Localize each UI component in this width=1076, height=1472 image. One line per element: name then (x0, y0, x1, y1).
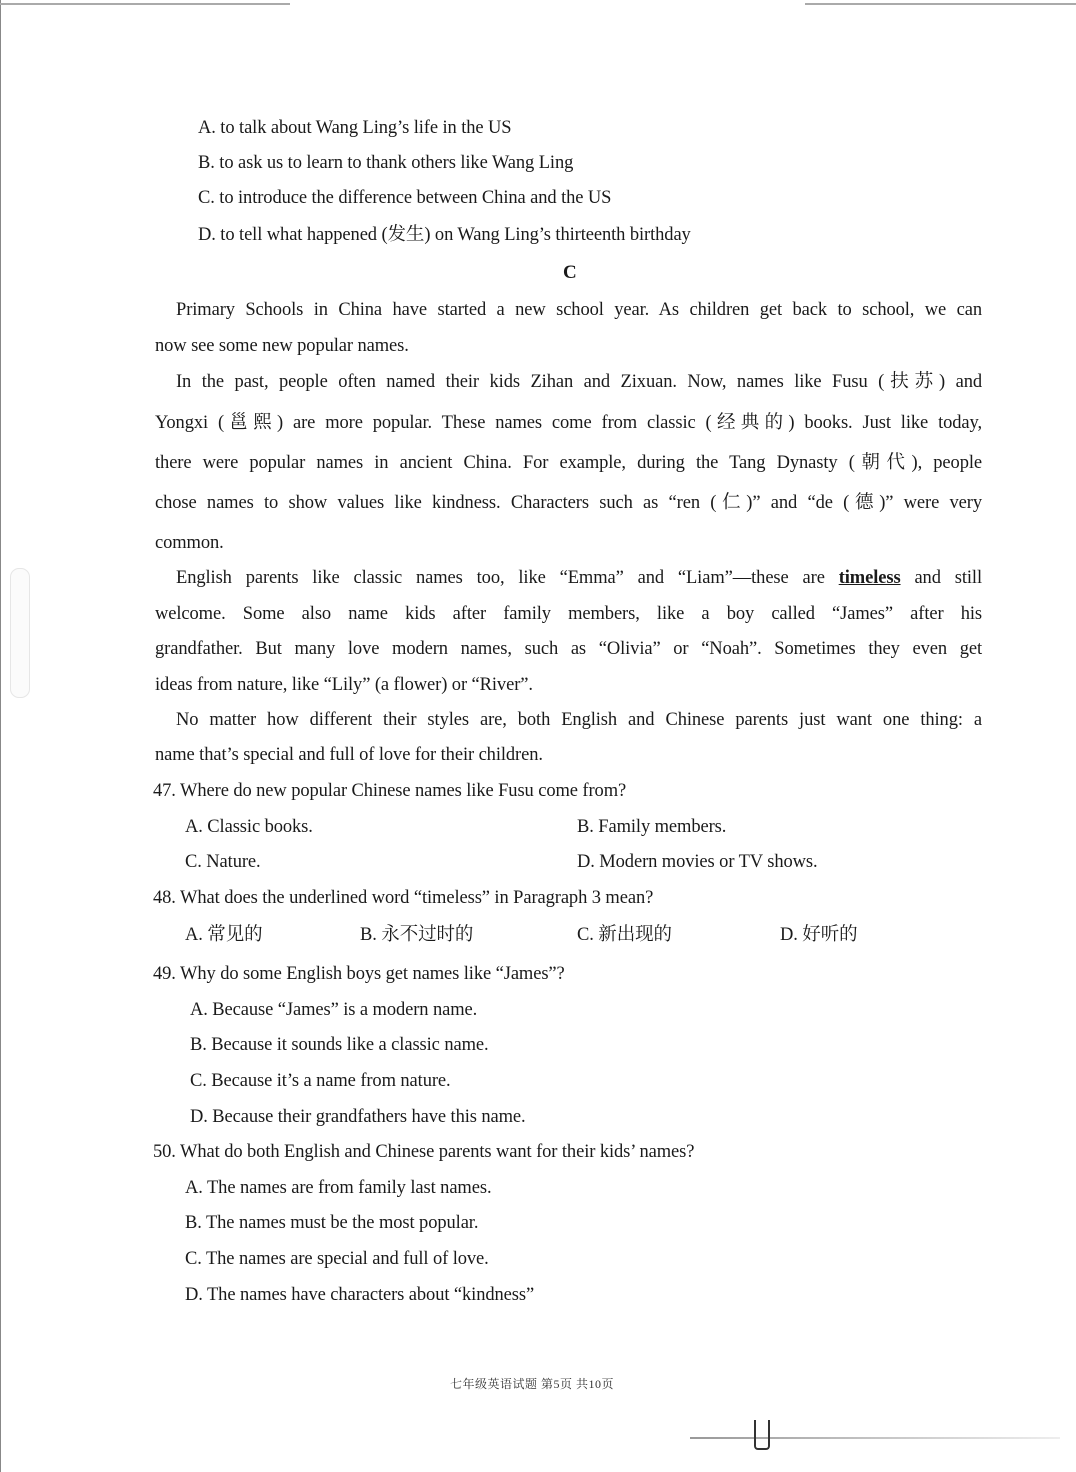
page-edge-top-right (805, 3, 1076, 5)
prev-option-b: B. to ask us to learn to thank others like Wang Ling (198, 153, 574, 173)
prev-option-c: C. to introduce the difference between China and the US (198, 188, 612, 208)
question-47-option-b: B. Family members. (577, 817, 727, 837)
passage-line: there were popular names in ancient China. For example, during the Tang Dynasty (朝代), people (155, 453, 982, 473)
passage-line: common. (155, 533, 224, 553)
passage-line (176, 567, 982, 589)
page-edge-left (0, 0, 1, 1472)
question-48-option-a: A. 常见的 (185, 925, 263, 945)
question-48-option-b: B. 永不过时的 (360, 925, 474, 945)
passage-line: ideas from nature, like “Lily” (a flower) or “River”. (155, 675, 533, 695)
question-50-stem: 50. What do both English and Chinese parents want for their kids’ names? (153, 1142, 695, 1162)
question-49-option-d: D. Because their grandfathers have this name. (190, 1107, 526, 1127)
prev-option-d: D. to tell what happened (发生) on Wang Ling’s thirteenth birthday (198, 225, 691, 245)
question-50-option-d: D. The names have characters about “kindness” (185, 1285, 535, 1305)
passage-line: No matter how different their styles are, both English and Chinese parents just want one thing: a (176, 710, 982, 730)
page-edge-top-left (0, 3, 290, 5)
question-48-stem: 48. What does the underlined word “timeless” in Paragraph 3 mean? (153, 888, 654, 908)
page-footer: 七年级英语试题 第5页 共10页 (450, 1377, 615, 1391)
section-heading: C (563, 262, 577, 283)
passage-line: Yongxi (邕熙) are more popular. These names come from classic (经典的) books. Just like today, (155, 413, 982, 433)
question-48-option-d: D. 好听的 (780, 925, 858, 945)
passage-line: welcome. Some also name kids after family members, like a boy called “James” after his (155, 604, 982, 624)
scroll-handle[interactable] (10, 568, 30, 698)
prev-option-a: A. to talk about Wang Ling’s life in the US (198, 118, 512, 138)
question-47-stem: 47. Where do new popular Chinese names like Fusu come from? (153, 781, 627, 801)
passage-text: English parents like classic names too, like “Emma” and “Liam”—these are (176, 568, 825, 588)
scrollbar-thumb[interactable] (754, 1420, 770, 1450)
passage-line: now see some new popular names. (155, 336, 409, 356)
passage-line: chose names to show values like kindness. Characters such as “ren (仁)” and “de (德)” were very (155, 493, 982, 513)
passage-text: and still (914, 568, 982, 588)
horizontal-scrollbar[interactable] (690, 1437, 1060, 1439)
question-50-option-c: C. The names are special and full of love. (185, 1249, 489, 1269)
question-47-option-a: A. Classic books. (185, 817, 313, 837)
question-47-option-c: C. Nature. (185, 852, 261, 872)
passage-line: In the past, people often named their kids Zihan and Zixuan. Now, names like Fusu (扶苏) and (176, 372, 982, 392)
question-49-option-c: C. Because it’s a name from nature. (190, 1071, 451, 1091)
question-48-option-c: C. 新出现的 (577, 925, 672, 945)
question-49-stem: 49. Why do some English boys get names like “James”? (153, 964, 565, 984)
passage-line: grandfather. But many love modern names, such as “Olivia” or “Noah”. Sometimes they even get (155, 639, 982, 659)
question-49-option-a: A. Because “James” is a modern name. (190, 1000, 478, 1020)
passage-line: name that’s special and full of love for their children. (155, 745, 543, 765)
question-49-option-b: B. Because it sounds like a classic name. (190, 1035, 489, 1055)
question-50-option-a: A. The names are from family last names. (185, 1178, 492, 1198)
question-47-option-d: D. Modern movies or TV shows. (577, 852, 818, 872)
question-50-option-b: B. The names must be the most popular. (185, 1213, 479, 1233)
passage-line: Primary Schools in China have started a new school year. As children get back to school, we can (176, 300, 982, 320)
underlined-word-timeless: timeless (838, 568, 901, 588)
